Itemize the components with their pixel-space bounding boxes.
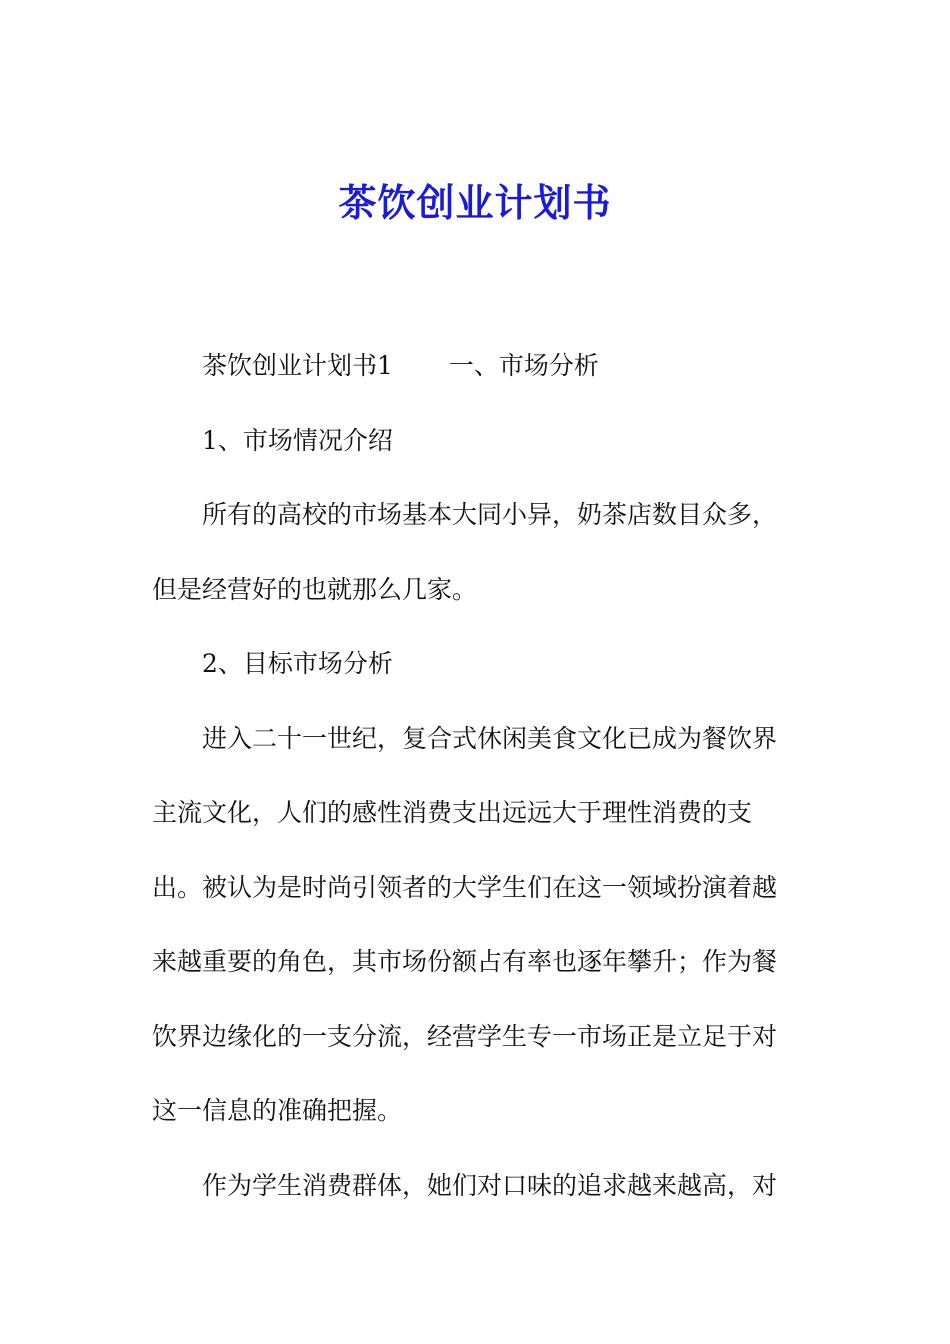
body-line: [152, 329, 792, 404]
paragraph-line: 来越重要的角色，其市场份额占有率也逐年攀升；作为餐: [152, 947, 778, 976]
section-heading-doc: 茶饮创业计划书1: [202, 351, 393, 380]
paragraph-line: 进入二十一世纪，复合式休闲美食文化已成为餐饮界: [202, 723, 778, 753]
document-title: 茶饮创业计划书: [338, 180, 612, 225]
paragraph-line: 出。被认为是时尚引领者的大学生们在这一领域扮演着越: [152, 872, 778, 902]
paragraph-line: 但是经营好的也就那么几家。: [152, 574, 478, 604]
subheading-target-market: 2、目标市场分析: [202, 649, 393, 678]
paragraph-line: 饮界边缘化的一支分流，经营学生专一市场正是立足于对: [152, 1021, 778, 1051]
paragraph-line: 作为学生消费群体，她们对口味的追求越来越高，对: [202, 1170, 778, 1200]
section-heading-market: 一、市场分析: [448, 351, 599, 380]
paragraph-line: 主流文化，人们的感性消费支出远远大于理性消费的支: [152, 798, 753, 827]
document-body: [152, 329, 792, 1223]
subheading-market-intro: 1、市场情况介绍: [202, 425, 393, 455]
paragraph-line: 所有的高校的市场基本大同小异，奶茶店数目众多，: [202, 500, 778, 529]
paragraph-line: 这一信息的准确把握。: [152, 1096, 403, 1125]
